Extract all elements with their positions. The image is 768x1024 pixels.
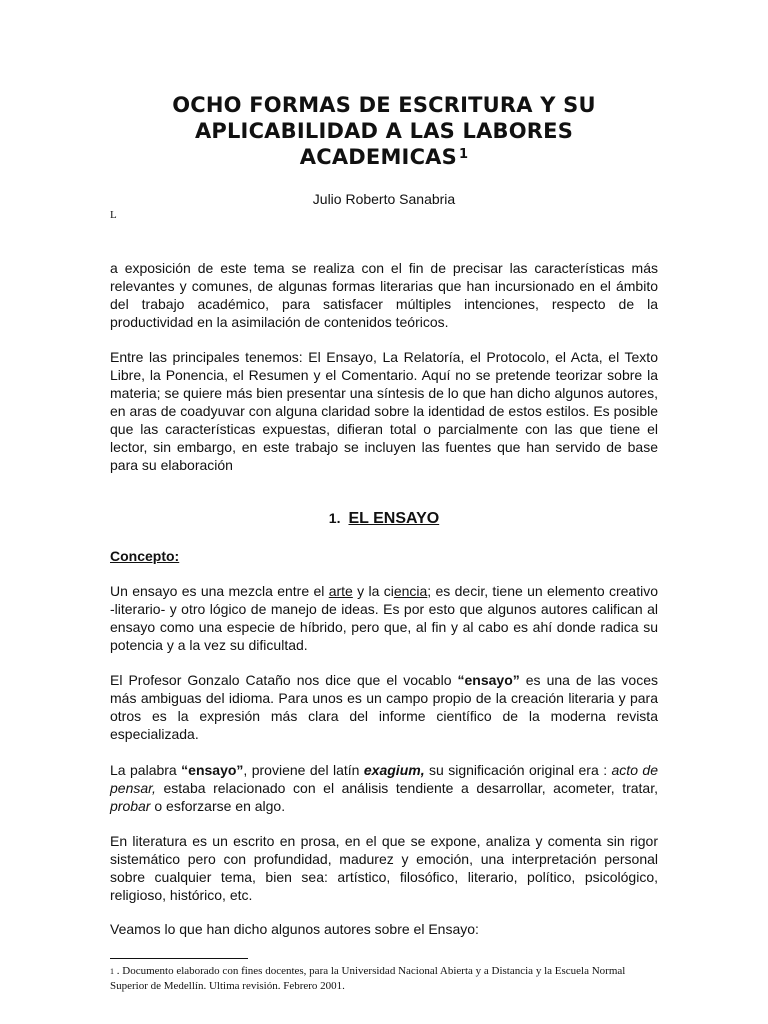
etymology-text-c: su significación original era : xyxy=(424,762,612,778)
etymology-text-b: , proviene del latín xyxy=(243,762,364,778)
footnote-divider xyxy=(110,958,248,959)
intro-paragraph-2: Entre las principales tenemos: El Ensayo, La Relatoría, el Protocolo, el Acta, el Texto Libre, la Ponencia, el Resumen y el Comentario. Aquí no se pretende teorizar sobre la materia; se quiere más bien presentar una síntesis de lo que han dicho algunos autores, en aras de coadyuvar con alguna claridad sobre la identidad de estos estilos. Es posible que las características expuestas, difieran total o parcialmente con las que tiene el lector, sin embargo, en este trabajo se incluyen las fuentes que han servido de base para su elaboración xyxy=(110,349,658,473)
probar-term: probar xyxy=(110,798,151,814)
authors-intro-paragraph: Veamos lo que han dicho algunos autores sobre el Ensayo: xyxy=(110,921,479,937)
etymology-text-a: La palabra xyxy=(110,762,182,778)
footnote-text: . Documento elaborado con fines docentes, para la Universidad Nacional Abierta y a Distancia y la Escuela Normal Superior de Medellín. Ultima revisión. Febrero 2001. xyxy=(110,965,626,992)
literature-paragraph: En literatura es un escrito en prosa, en el que se expone, analiza y comenta sin rigor sistemático pero con profundidad, madurez y emoción, una interpretación personal sobre cualquier tema, bien sea: artístico, filosófico, literario, político, psicológico, religioso, histórico, etc. xyxy=(110,833,658,903)
title-footnote-ref[interactable]: 1 xyxy=(458,147,469,162)
drop-cap-letter: L xyxy=(110,209,117,221)
concept-text-b: y la ci xyxy=(352,583,394,599)
catano-paragraph xyxy=(110,671,658,743)
acto-de-pensar-term: acto de pensar, xyxy=(110,762,658,796)
ciencia-link[interactable]: encia xyxy=(393,583,428,599)
etymology-text-e: o esforzarse en algo. xyxy=(150,798,286,814)
section-title: EL ENSAYO xyxy=(348,510,440,527)
intro-paragraph-1: a exposición de este tema se realiza con el fin de precisar las características más relevantes y comunes, de algunas formas literarias que han incursionado en el ámbito del trabajo académico, para satisfacer múltiples intenciones, respecto de la productividad en la asimilación de contenidos teóricos. xyxy=(110,260,658,330)
concept-subheading: Concepto: xyxy=(110,548,180,564)
etymology-paragraph xyxy=(110,761,658,815)
ensayo-term-2: “ensayo” xyxy=(181,762,244,778)
catano-text-b: es una de las voces más ambiguas del idioma. Para unos es un campo propio de la creación literaria y para otros es la expresión más clara del informe científico de la moderna revista especializada. xyxy=(110,672,659,742)
catano-text-a: El Profesor Gonzalo Cataño nos dice que el vocablo xyxy=(110,672,458,688)
concept-text-c: ; es decir, tiene un elemento creativo -literario- y otro lógico de manejo de ideas. Es por esto que algunos autores califican al ensayo como una especie de híbrido, pero que, al fin y al cabo es ahí donde radica su potencia y a la vez su dificultad. xyxy=(110,583,658,653)
author-name: Julio Roberto Sanabria xyxy=(312,191,456,207)
concept-text-a: Un ensayo es una mezcla entre el xyxy=(110,583,329,599)
etymology-text-d: estaba relacionado con el análisis tendiente a desarrollar, acometer, tratar, xyxy=(155,780,658,796)
arte-link[interactable]: arte xyxy=(328,583,353,599)
footnote xyxy=(110,964,658,994)
footnote-marker: 1 xyxy=(110,967,114,976)
concept-paragraph xyxy=(110,582,658,654)
exagium-term: exagium, xyxy=(363,762,425,778)
section-heading xyxy=(110,508,658,529)
document-title-text: OCHO FORMAS DE ESCRITURA Y SU APLICABILIDAD A LAS LABORES ACADEMICAS xyxy=(172,93,596,169)
document-title xyxy=(110,92,658,170)
section-number: 1. xyxy=(328,510,341,526)
ensayo-term: “ensayo” xyxy=(457,672,520,688)
